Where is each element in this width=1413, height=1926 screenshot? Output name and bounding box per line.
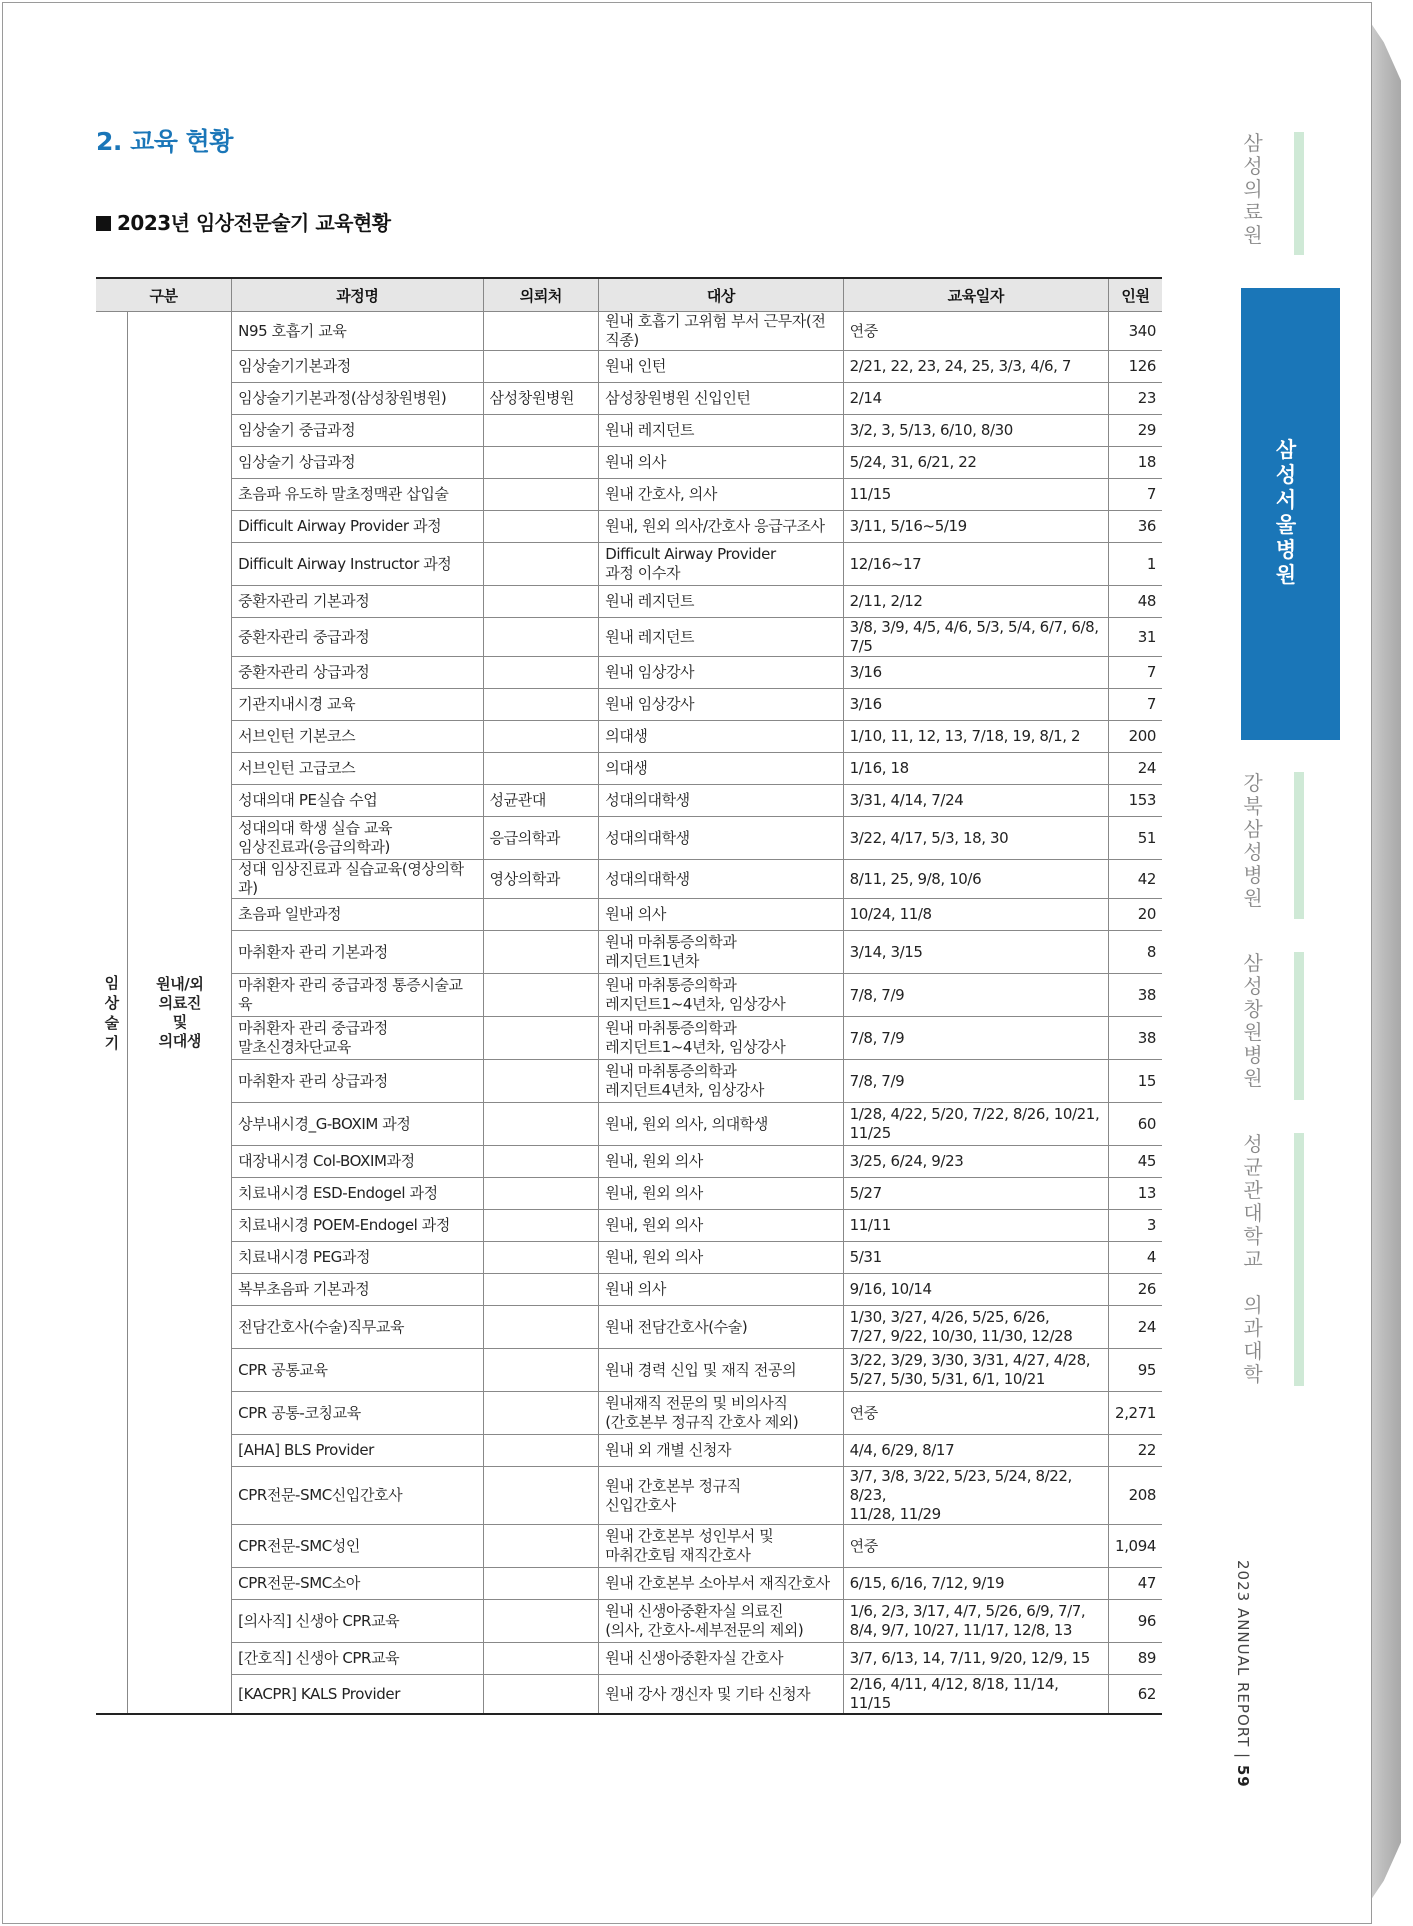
count-cell: 89 [1109, 1643, 1163, 1675]
requester-cell [483, 657, 599, 689]
requester-cell [483, 1103, 599, 1146]
table-row [96, 1392, 1162, 1435]
table-row [96, 931, 1162, 974]
date-cell: 11/15 [843, 479, 1108, 511]
requester-cell [483, 721, 599, 753]
side-tab-label: 삼 성 의 료 원 [1243, 131, 1263, 247]
requester-cell [483, 618, 599, 657]
requester-cell [483, 1467, 599, 1525]
requester-cell [483, 1017, 599, 1060]
side-tab-skku-medicine[interactable] [1238, 1133, 1268, 1386]
table-row [96, 543, 1162, 586]
table-row [96, 817, 1162, 860]
requester-cell: 영상의학과 [483, 860, 599, 899]
course-cell: 성대 임상진료과 실습교육(영상의학과) [232, 860, 483, 899]
date-cell: 3/31, 4/14, 7/24 [843, 785, 1108, 817]
table-row [96, 1643, 1162, 1675]
course-cell: 서브인턴 기본코스 [232, 721, 483, 753]
table-body [96, 312, 1162, 1715]
date-cell: 5/31 [843, 1242, 1108, 1274]
target-cell: 원내 간호사, 의사 [599, 479, 843, 511]
count-cell: 51 [1109, 817, 1163, 860]
target-cell: 의대생 [599, 753, 843, 785]
course-cell: [간호직] 신생아 CPR교육 [232, 1643, 483, 1675]
count-cell: 13 [1109, 1178, 1163, 1210]
course-cell: 서브인턴 고급코스 [232, 753, 483, 785]
count-cell: 340 [1109, 312, 1163, 351]
date-cell: 1/6, 2/3, 3/17, 4/7, 5/26, 6/9, 7/7, 8/4, 9/7, 10/27, 11/17, 12/8, 13 [843, 1600, 1108, 1643]
course-cell: 치료내시경 ESD-Endogel 과정 [232, 1178, 483, 1210]
count-cell: 24 [1109, 1306, 1163, 1349]
course-cell: 마취환자 관리 중급과정 통증시술교육 [232, 974, 483, 1017]
requester-cell [483, 1060, 599, 1103]
table-row [96, 1017, 1162, 1060]
target-cell: 원내, 원외 의사 [599, 1242, 843, 1274]
count-cell: 4 [1109, 1242, 1163, 1274]
course-cell: 중환자관리 기본과정 [232, 586, 483, 618]
target-cell: 원내 신생아중환자실 간호사 [599, 1643, 843, 1675]
count-cell: 3 [1109, 1210, 1163, 1242]
table-row [96, 1467, 1162, 1525]
date-cell: 3/22, 4/17, 5/3, 18, 30 [843, 817, 1108, 860]
table-row [96, 1274, 1162, 1306]
requester-cell [483, 1392, 599, 1435]
course-cell: [의사직] 신생아 CPR교육 [232, 1600, 483, 1643]
table-row [96, 1103, 1162, 1146]
target-cell: 의대생 [599, 721, 843, 753]
requester-cell [483, 543, 599, 586]
table-row [96, 1242, 1162, 1274]
course-cell: 복부초음파 기본과정 [232, 1274, 483, 1306]
requester-cell [483, 1306, 599, 1349]
count-cell: 126 [1109, 351, 1163, 383]
date-cell: 2/21, 22, 23, 24, 25, 3/3, 4/6, 7 [843, 351, 1108, 383]
count-cell: 62 [1109, 1675, 1163, 1715]
target-cell: 원내 의사 [599, 1274, 843, 1306]
date-cell: 연중 [843, 312, 1108, 351]
table-row [96, 1306, 1162, 1349]
table-row [96, 657, 1162, 689]
count-cell: 8 [1109, 931, 1163, 974]
category-group-label: 임상술기 [104, 973, 119, 1052]
count-cell: 45 [1109, 1146, 1163, 1178]
course-cell: 치료내시경 POEM-Endogel 과정 [232, 1210, 483, 1242]
table-row [96, 618, 1162, 657]
side-tab-label: 성 균 관 대 학 교 의 과 대 학 [1243, 1132, 1263, 1386]
table-row [96, 415, 1162, 447]
target-cell: 원내 경력 신입 및 재직 전공의 [599, 1349, 843, 1392]
target-cell: 삼성창원병원 신입인턴 [599, 383, 843, 415]
target-cell: 원내 신생아중환자실 의료진 (의사, 간호사-세부전문의 제외) [599, 1600, 843, 1643]
requester-cell [483, 415, 599, 447]
date-cell: 3/22, 3/29, 3/30, 3/31, 4/27, 4/28, 5/27, 5/30, 5/31, 6/1, 10/21 [843, 1349, 1108, 1392]
course-cell: 초음파 유도하 말초정맥관 삽입술 [232, 479, 483, 511]
requester-cell [483, 479, 599, 511]
annual-report-footer: 2023 ANNUAL REPORT | 59 [1234, 1560, 1252, 1788]
count-cell: 208 [1109, 1467, 1163, 1525]
course-cell: 상부내시경_G-BOXIM 과정 [232, 1103, 483, 1146]
requester-cell [483, 447, 599, 479]
date-cell: 7/8, 7/9 [843, 974, 1108, 1017]
count-cell: 7 [1109, 657, 1163, 689]
square-bullet-icon [96, 216, 111, 231]
target-cell: 원내 인턴 [599, 351, 843, 383]
date-cell: 2/14 [843, 383, 1108, 415]
date-cell: 3/7, 3/8, 3/22, 5/23, 5/24, 8/22, 8/23, 11/28, 11/29 [843, 1467, 1108, 1525]
target-cell: 원내 의사 [599, 899, 843, 931]
header-date: 교육일자 [843, 278, 1108, 312]
target-cell: 원내 전담간호사(수술) [599, 1306, 843, 1349]
date-cell: 2/11, 2/12 [843, 586, 1108, 618]
target-cell: 원내, 원외 의사 [599, 1178, 843, 1210]
date-cell: 3/14, 3/15 [843, 931, 1108, 974]
target-cell: 성대의대학생 [599, 860, 843, 899]
target-cell: 원내 마취통증의학과 레지던트4년차, 임상강사 [599, 1060, 843, 1103]
table-row [96, 1178, 1162, 1210]
course-cell: 마취환자 관리 기본과정 [232, 931, 483, 974]
target-cell: 원내 의사 [599, 447, 843, 479]
table-row [96, 586, 1162, 618]
course-cell: N95 호흡기 교육 [232, 312, 483, 351]
target-cell: 원내 마취통증의학과 레지던트1년차 [599, 931, 843, 974]
requester-cell [483, 1435, 599, 1467]
date-cell: 5/27 [843, 1178, 1108, 1210]
course-cell: 초음파 일반과정 [232, 899, 483, 931]
target-cell: 원내, 원외 의사/간호사 응급구조사 [599, 511, 843, 543]
target-cell: 원내 레지던트 [599, 618, 843, 657]
target-cell: 성대의대학생 [599, 817, 843, 860]
requester-cell [483, 931, 599, 974]
table-title-text: 2023년 임상전문술기 교육현황 [117, 211, 391, 235]
count-cell: 22 [1109, 1435, 1163, 1467]
requester-cell [483, 899, 599, 931]
count-cell: 96 [1109, 1600, 1163, 1643]
requester-cell [483, 511, 599, 543]
date-cell: 6/15, 6/16, 7/12, 9/19 [843, 1568, 1108, 1600]
date-cell: 12/16~17 [843, 543, 1108, 586]
table-row [96, 1349, 1162, 1392]
date-cell: 10/24, 11/8 [843, 899, 1108, 931]
date-cell: 3/16 [843, 689, 1108, 721]
header-target: 대상 [599, 278, 843, 312]
requester-cell: 응급의학과 [483, 817, 599, 860]
requester-cell [483, 753, 599, 785]
table-row [96, 1568, 1162, 1600]
section-title: 2. 교육 현황 [96, 127, 233, 156]
target-cell: 원내 간호본부 정규직 신입간호사 [599, 1467, 843, 1525]
course-cell: Difficult Airway Provider 과정 [232, 511, 483, 543]
date-cell: 3/2, 3, 5/13, 6/10, 8/30 [843, 415, 1108, 447]
table-title [96, 207, 391, 236]
requester-cell [483, 312, 599, 351]
course-cell: 치료내시경 PEG과정 [232, 1242, 483, 1274]
table-row [96, 785, 1162, 817]
course-cell: 중환자관리 중급과정 [232, 618, 483, 657]
target-cell: 원내 마취통증의학과 레지던트1~4년차, 임상강사 [599, 1017, 843, 1060]
target-cell: 원내, 원외 의사 [599, 1210, 843, 1242]
date-cell: 4/4, 6/29, 8/17 [843, 1435, 1108, 1467]
requester-cell [483, 1675, 599, 1715]
side-tab-bar [1294, 772, 1304, 919]
side-tab-samsung-seoul-hospital[interactable] [1241, 288, 1340, 740]
requester-cell [483, 1568, 599, 1600]
requester-cell [483, 1146, 599, 1178]
count-cell: 1,094 [1109, 1525, 1163, 1568]
count-cell: 1 [1109, 543, 1163, 586]
requester-cell [483, 689, 599, 721]
table-row [96, 312, 1162, 351]
count-cell: 7 [1109, 689, 1163, 721]
requester-cell [483, 586, 599, 618]
count-cell: 38 [1109, 1017, 1163, 1060]
date-cell: 연중 [843, 1392, 1108, 1435]
table-row [96, 860, 1162, 899]
date-cell: 1/16, 18 [843, 753, 1108, 785]
date-cell: 5/24, 31, 6/21, 22 [843, 447, 1108, 479]
side-tab-bar [1294, 132, 1304, 255]
target-cell: 원내 호흡기 고위험 부서 근무자(전직종) [599, 312, 843, 351]
date-cell: 7/8, 7/9 [843, 1060, 1108, 1103]
course-cell: 대장내시경 Col-BOXIM과정 [232, 1146, 483, 1178]
table-row [96, 1525, 1162, 1568]
header-category: 구분 [96, 278, 232, 312]
requester-cell [483, 974, 599, 1017]
count-cell: 95 [1109, 1349, 1163, 1392]
date-cell: 9/16, 10/14 [843, 1274, 1108, 1306]
course-cell: CPR전문-SMC신입간호사 [232, 1467, 483, 1525]
side-tab-kangbuk-samsung-hospital[interactable] [1238, 772, 1268, 910]
requester-cell [483, 351, 599, 383]
requester-cell [483, 1178, 599, 1210]
table-row [96, 479, 1162, 511]
table-header-row [96, 278, 1162, 312]
count-cell: 26 [1109, 1274, 1163, 1306]
target-cell: 성대의대학생 [599, 785, 843, 817]
date-cell: 3/7, 6/13, 14, 7/11, 9/20, 12/9, 15 [843, 1643, 1108, 1675]
date-cell: 1/28, 4/22, 5/20, 7/22, 8/26, 10/21, 11/25 [843, 1103, 1108, 1146]
course-cell: 마취환자 관리 중급과정 말초신경차단교육 [232, 1017, 483, 1060]
course-cell: CPR전문-SMC성인 [232, 1525, 483, 1568]
header-requester: 의뢰처 [483, 278, 599, 312]
course-cell: 전담간호사(수술)직무교육 [232, 1306, 483, 1349]
count-cell: 36 [1109, 511, 1163, 543]
side-tab-samsung-changwon-hospital[interactable] [1238, 952, 1268, 1090]
requester-cell [483, 1525, 599, 1568]
count-cell: 38 [1109, 974, 1163, 1017]
table-row [96, 1060, 1162, 1103]
target-cell: 원내 레지던트 [599, 586, 843, 618]
date-cell: 3/25, 6/24, 9/23 [843, 1146, 1108, 1178]
date-cell: 3/11, 5/16~5/19 [843, 511, 1108, 543]
count-cell: 15 [1109, 1060, 1163, 1103]
target-cell: 원내 강사 갱신자 및 기타 신청자 [599, 1675, 843, 1715]
count-cell: 23 [1109, 383, 1163, 415]
table-row [96, 1146, 1162, 1178]
table-row [96, 447, 1162, 479]
table-row [96, 1600, 1162, 1643]
table-row [96, 1435, 1162, 1467]
table-row [96, 974, 1162, 1017]
side-tab-label: 삼 성 창 원 병 원 [1243, 951, 1263, 1090]
course-cell: 기관지내시경 교육 [232, 689, 483, 721]
course-cell: CPR 공통-코칭교육 [232, 1392, 483, 1435]
course-cell: [KACPR] KALS Provider [232, 1675, 483, 1715]
target-cell: 원내 마취통증의학과 레지던트1~4년차, 임상강사 [599, 974, 843, 1017]
side-tab-samsung-medical-center[interactable] [1238, 132, 1268, 247]
table-row [96, 899, 1162, 931]
count-cell: 60 [1109, 1103, 1163, 1146]
date-cell: 1/30, 3/27, 4/26, 5/25, 6/26, 7/27, 9/22, 10/30, 11/30, 12/28 [843, 1306, 1108, 1349]
course-cell: 임상술기 중급과정 [232, 415, 483, 447]
course-cell: 마취환자 관리 상급과정 [232, 1060, 483, 1103]
header-count: 인원 [1109, 278, 1163, 312]
course-cell: [AHA] BLS Provider [232, 1435, 483, 1467]
count-cell: 29 [1109, 415, 1163, 447]
date-cell: 3/16 [843, 657, 1108, 689]
course-cell: 성대의대 학생 실습 교육 임상진료과(응급의학과) [232, 817, 483, 860]
date-cell: 연중 [843, 1525, 1108, 1568]
requester-cell [483, 1349, 599, 1392]
target-cell: 원내재직 전문의 및 비의사직 (간호본부 정규직 간호사 제외) [599, 1392, 843, 1435]
target-cell: 원내 레지던트 [599, 415, 843, 447]
count-cell: 48 [1109, 586, 1163, 618]
table-row [96, 351, 1162, 383]
education-table [96, 277, 1162, 1715]
table-row [96, 753, 1162, 785]
course-cell: 성대의대 PE실습 수업 [232, 785, 483, 817]
target-cell: 원내 간호본부 소아부서 재직간호사 [599, 1568, 843, 1600]
requester-cell [483, 1643, 599, 1675]
count-cell: 200 [1109, 721, 1163, 753]
date-cell: 11/11 [843, 1210, 1108, 1242]
requester-cell: 삼성창원병원 [483, 383, 599, 415]
count-cell: 24 [1109, 753, 1163, 785]
table-row [96, 1675, 1162, 1715]
requester-cell [483, 1242, 599, 1274]
target-cell: 원내 임상강사 [599, 689, 843, 721]
table-row [96, 1210, 1162, 1242]
table-row [96, 689, 1162, 721]
page-number: 59 [1234, 1764, 1252, 1788]
annual-report-label: 2023 ANNUAL REPORT [1234, 1560, 1252, 1748]
side-tab-bar [1294, 952, 1304, 1100]
category-group-cell [96, 312, 128, 1715]
table-row [96, 511, 1162, 543]
date-cell: 1/10, 11, 12, 13, 7/18, 19, 8/1, 2 [843, 721, 1108, 753]
count-cell: 7 [1109, 479, 1163, 511]
side-tab-label: 강 북 삼 성 병 원 [1243, 771, 1263, 910]
requester-cell [483, 1210, 599, 1242]
side-tab-bar [1294, 1133, 1304, 1386]
target-cell: 원내, 원외 의사 [599, 1146, 843, 1178]
count-cell: 47 [1109, 1568, 1163, 1600]
table-row [96, 383, 1162, 415]
requester-cell: 성균관대 [483, 785, 599, 817]
count-cell: 20 [1109, 899, 1163, 931]
header-course: 과정명 [232, 278, 483, 312]
date-cell: 8/11, 25, 9/8, 10/6 [843, 860, 1108, 899]
count-cell: 2,271 [1109, 1392, 1163, 1435]
date-cell: 2/16, 4/11, 4/12, 8/18, 11/14, 11/15 [843, 1675, 1108, 1715]
subcategory-group-cell: 원내/외 의료진 및 의대생 [128, 312, 232, 1715]
target-cell: 원내, 원외 의사, 의대학생 [599, 1103, 843, 1146]
table-row [96, 721, 1162, 753]
date-cell: 7/8, 7/9 [843, 1017, 1108, 1060]
target-cell: 원내 임상강사 [599, 657, 843, 689]
course-cell: 중환자관리 상급과정 [232, 657, 483, 689]
count-cell: 42 [1109, 860, 1163, 899]
target-cell: Difficult Airway Provider 과정 이수자 [599, 543, 843, 586]
count-cell: 153 [1109, 785, 1163, 817]
target-cell: 원내 외 개별 신청자 [599, 1435, 843, 1467]
side-tab-label-active: 삼 성 서 울 병 원 [1275, 438, 1297, 587]
course-cell: CPR전문-SMC소아 [232, 1568, 483, 1600]
target-cell: 원내 간호본부 성인부서 및 마취간호팀 재직간호사 [599, 1525, 843, 1568]
requester-cell [483, 1600, 599, 1643]
course-cell: CPR 공통교육 [232, 1349, 483, 1392]
course-cell: Difficult Airway Instructor 과정 [232, 543, 483, 586]
course-cell: 임상술기기본과정 [232, 351, 483, 383]
course-cell: 임상술기기본과정(삼성창원병원) [232, 383, 483, 415]
course-cell: 임상술기 상급과정 [232, 447, 483, 479]
count-cell: 31 [1109, 618, 1163, 657]
requester-cell [483, 1274, 599, 1306]
date-cell: 3/8, 3/9, 4/5, 4/6, 5/3, 5/4, 6/7, 6/8, 7/5 [843, 618, 1108, 657]
count-cell: 18 [1109, 447, 1163, 479]
